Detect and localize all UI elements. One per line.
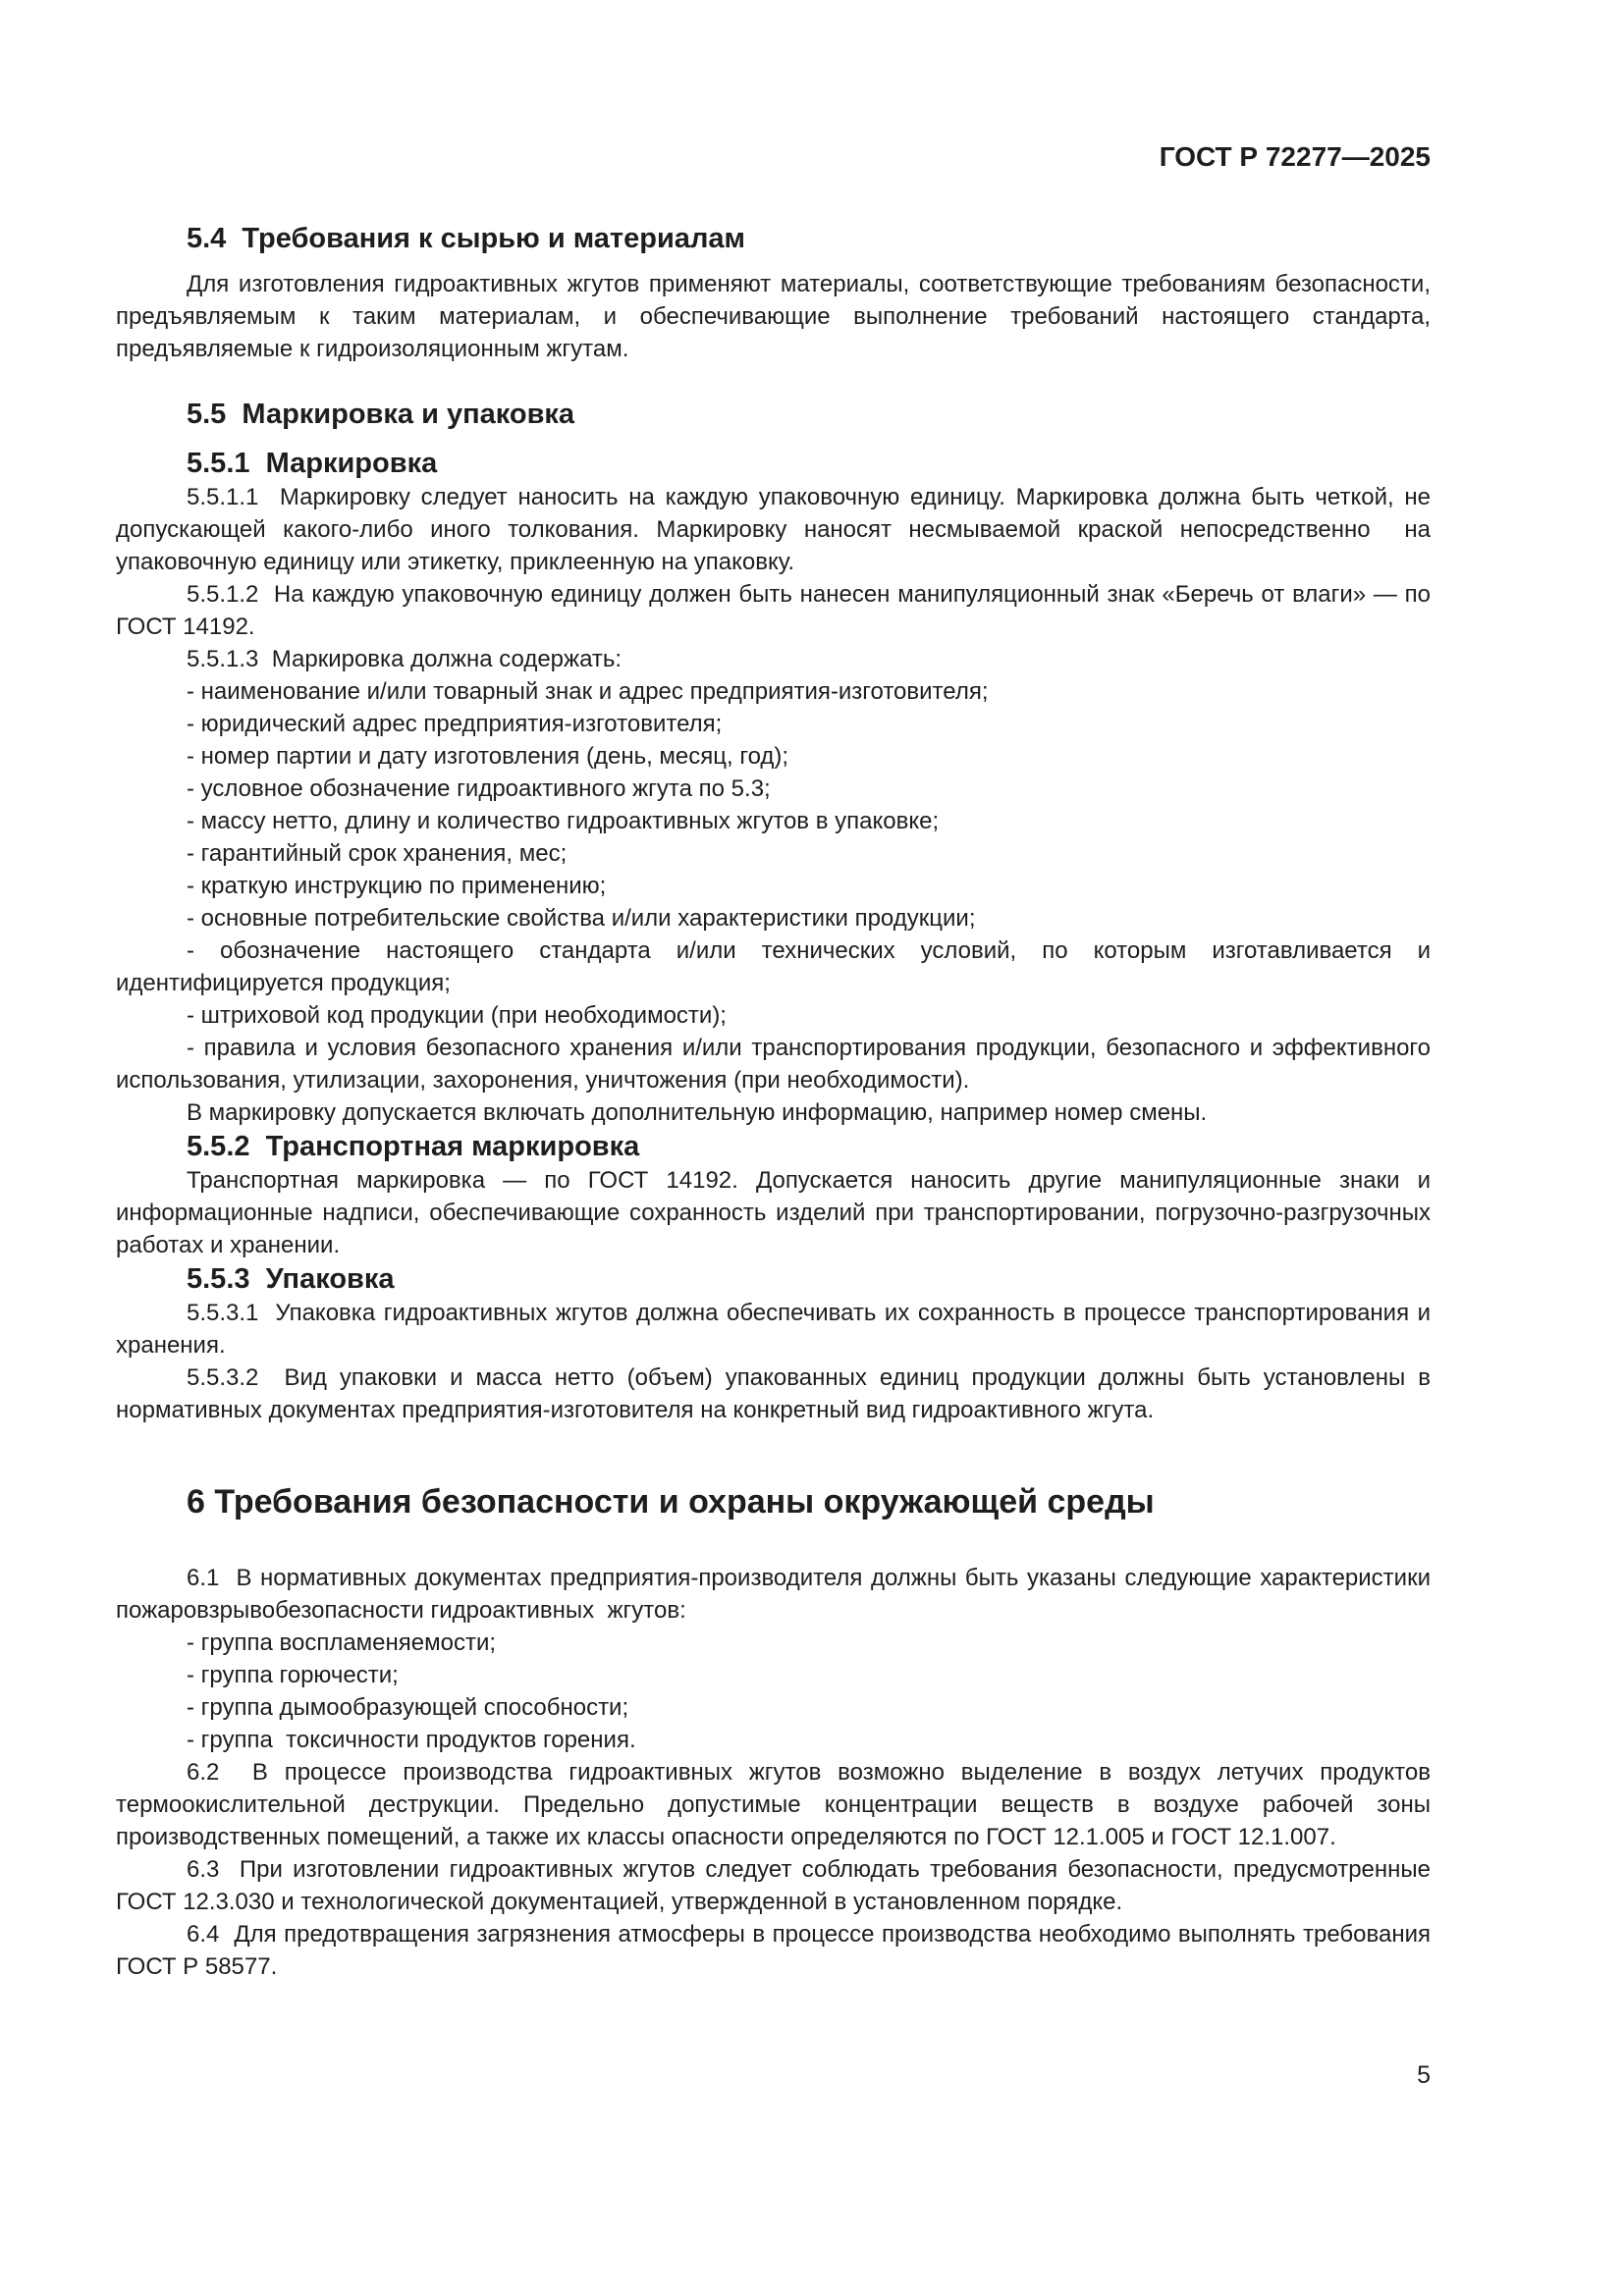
list-item: - основные потребительские свойства и/или характеристики продукции; <box>187 905 976 932</box>
paragraph: Транспортная маркировка — по ГОСТ 14192. Допускается наносить другие манипуляционные знаки и информационные надписи, обеспечивающие сохранность изделий при транспортировании, погрузочно-разгрузочных работах и хранении. <box>116 1167 1431 1258</box>
section-6-heading: 6 Требования безопасности и охраны окружающей среды <box>187 1483 1155 1521</box>
section-5-5-2-heading: 5.5.2 Транспортная маркировка <box>187 1131 640 1162</box>
section-5-5-3-heading: 5.5.3 Упаковка <box>187 1263 395 1295</box>
list-item: - группа горючести; <box>187 1662 399 1688</box>
list-item: - правила и условия безопасного хранения и/или транспортирования продукции, безопасного и эффективного использования, утилизации, захоронения, уничтожения (при необходимости). <box>116 1035 1431 1094</box>
section-5-4-heading: 5.4 Требования к сырью и материалам <box>187 223 745 254</box>
paragraph: 6.4 Для предотвращения загрязнения атмосферы в процессе производства необходимо выполнять требования ГОСТ Р 58577. <box>116 1921 1431 1980</box>
list-item: - гарантийный срок хранения, мес; <box>187 840 568 867</box>
section-5-5-heading: 5.5 Маркировка и упаковка <box>187 399 575 430</box>
list-item: - условное обозначение гидроактивного жгута по 5.3; <box>187 775 771 802</box>
list-item: - группа воспламеняемости; <box>187 1629 497 1656</box>
paragraph: 6.3 При изготовлении гидроактивных жгутов следует соблюдать требования безопасности, предусмотренные ГОСТ 12.3.030 и технологической документацией, утвержденной в установленном порядке. <box>116 1856 1431 1915</box>
list-item: - номер партии и дату изготовления (день, месяц, год); <box>187 743 789 770</box>
list-item: - краткую инструкцию по применению; <box>187 873 607 899</box>
running-header: ГОСТ Р 72277—2025 <box>1159 141 1431 172</box>
list-item: - юридический адрес предприятия-изготовителя; <box>187 711 723 737</box>
paragraph: 5.5.3.2 Вид упаковки и масса нетто (объем) упакованных единиц продукции должны быть установлены в нормативных документах предприятия-изготовителя на конкретный вид гидроактивного жгута. <box>116 1364 1431 1423</box>
list-item: - массу нетто, длину и количество гидроактивных жгутов в упаковке; <box>187 808 940 834</box>
list-item: - штриховой код продукции (при необходимости); <box>187 1002 727 1029</box>
paragraph: В маркировку допускается включать дополнительную информацию, например номер смены. <box>187 1099 1208 1126</box>
paragraph: 6.2 В процессе производства гидроактивных жгутов возможно выделение в воздух летучих продуктов термоокислительной деструкции. Предельно допустимые концентрации веществ в воздухе рабочей зоны производственных помещений, а также их классы опасности определяются по ГОСТ 12.1.005 и ГОСТ 12.1.007. <box>116 1759 1431 1850</box>
paragraph: 5.5.1.3 Маркировка должна содержать: <box>187 646 623 672</box>
paragraph: 5.5.3.1 Упаковка гидроактивных жгутов должна обеспечивать их сохранность в процессе транспортирования и хранения. <box>116 1300 1431 1359</box>
list-item: - группа дымообразующей способности; <box>187 1694 629 1721</box>
page-content <box>116 140 1431 1983</box>
list-item: - группа токсичности продуктов горения. <box>187 1727 636 1753</box>
section-5-5-1-heading: 5.5.1 Маркировка <box>187 448 438 479</box>
paragraph: 6.1 В нормативных документах предприятия-производителя должны быть указаны следующие характеристики пожаровзрывобезопасности гидроактивных жгутов: <box>116 1565 1431 1624</box>
list-item: - обозначение настоящего стандарта и/или технических условий, по которым изготавливается и идентифицируется продукция; <box>116 937 1431 996</box>
page-number: 5 <box>1417 2061 1431 2089</box>
paragraph: 5.5.1.1 Маркировку следует наносить на каждую упаковочную единицу. Маркировка должна быть четкой, не допускающей какого-либо иного толкования. Маркировку наносят несмываемой краской непосредственно на упаковочную единицу или этикетку, приклеенную на упаковку. <box>116 484 1431 575</box>
paragraph: Для изготовления гидроактивных жгутов применяют материалы, соответствующие требованиям безопасности, предъявляемым к таким материалам, и обеспечивающие выполнение требований настоящего стандарта, предъявляемые к гидроизоляционным жгутам. <box>116 271 1431 362</box>
list-item: - наименование и/или товарный знак и адрес предприятия-изготовителя; <box>187 678 989 705</box>
paragraph: 5.5.1.2 На каждую упаковочную единицу должен быть нанесен манипуляционный знак «Беречь от влаги» — по ГОСТ 14192. <box>116 581 1431 640</box>
